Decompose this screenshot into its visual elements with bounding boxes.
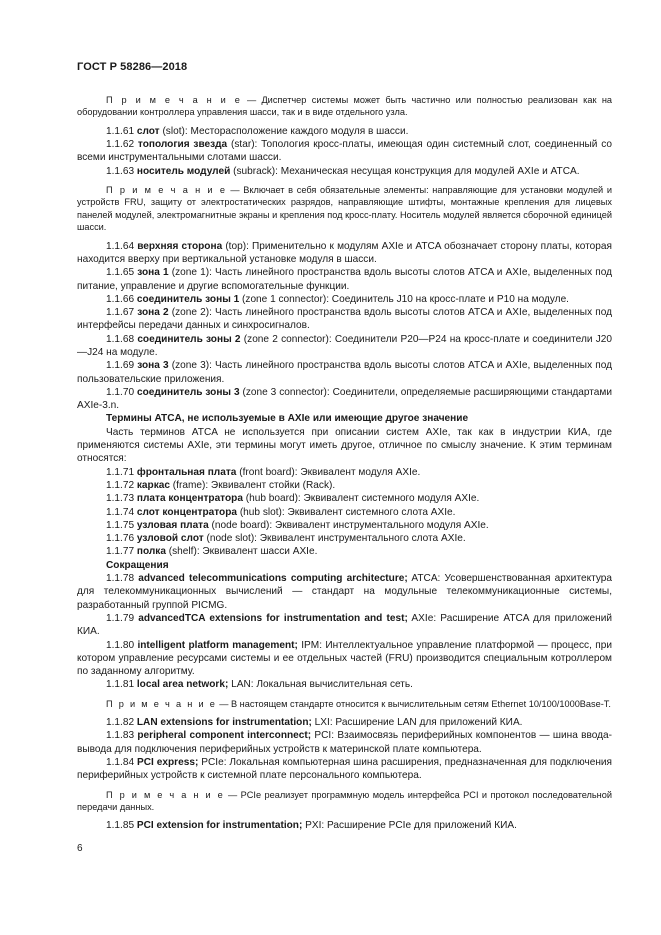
note-label: П р и м е ч а н и е — [106, 95, 242, 105]
term-name: advancedTCA extensions for instrumentation and test; — [138, 612, 408, 624]
section-heading-atca: Термины ATCA, не используемые в AXIe или имеющие другое значение — [106, 413, 469, 425]
term-name: intelligent platform management; — [137, 639, 298, 651]
term-number: 1.1.78 — [106, 573, 139, 585]
term-number: 1.1.63 — [106, 165, 137, 177]
term-name: соединитель зоны 3 — [137, 386, 240, 398]
term-name: верхняя сторона — [137, 240, 223, 252]
term-name: соединитель зоны 2 — [137, 333, 241, 345]
term-number: 1.1.61 — [106, 125, 137, 137]
term-definition: (front board): Эквивалент модуля AXIe. — [236, 466, 421, 478]
note-text: — PCIe реализует программную модель интерфейса PCI и протокол последовательной передачи данных. — [77, 789, 612, 813]
term-name: слот — [136, 125, 160, 137]
term-name: полка — [136, 546, 166, 558]
term-definition: (slot): Месторасположение каждого модуля в шасси. — [159, 125, 409, 137]
term-definition: LXI: Расширение LAN для приложений КИА. — [311, 717, 523, 729]
term-1-1-83 — [77, 729, 612, 756]
term-1-1-77 — [77, 545, 612, 558]
term-1-1-74 — [77, 506, 612, 519]
term-name: зона 3 — [137, 360, 169, 372]
term-definition: (hub slot): Эквивалент системного слота AXIe. — [237, 506, 456, 518]
term-1-1-64 — [77, 240, 612, 267]
term-definition: (star): Топология кросс-платы, имеющая один системный слот, соединенный со всеми инструментальными слотами шасси. — [77, 139, 612, 164]
note-text: — Диспетчер системы может быть частично или полностью реализован как на оборудовании контроллера управления шасси, так и в виде отдельного узла. — [77, 95, 613, 118]
term-number: 1.1.75 — [106, 519, 137, 531]
term-definition: (subrack): Механическая несущая конструкция для модулей AXIe и ATCA. — [230, 165, 580, 177]
term-number: 1.1.81 — [106, 679, 137, 691]
term-number: 1.1.62 — [106, 139, 138, 151]
term-definition: (zone 3): Часть линейного пространства вдоль высоты слотов ATCA и AXIe, выделенных под пользовательские приложения. — [77, 360, 612, 385]
note-paragraph — [77, 94, 612, 119]
note-label: П р и м е ч а н и е — [106, 789, 225, 800]
term-name: зона 2 — [137, 307, 169, 319]
term-number: 1.1.82 — [106, 717, 137, 729]
term-definition: PCIe: Локальная компьютерная шина расширения, предназначенная для подключения периферийных устройств к системной плате персонального компьютера. — [77, 757, 613, 782]
term-definition: (zone 3 connector): Соединители, определяемые расширяющими стандартами AXIe-3.n. — [77, 386, 612, 412]
term-number: 1.1.69 — [106, 360, 138, 372]
term-name: каркас — [136, 479, 170, 491]
term-definition: PCI: Взаимосвязь периферийных компонентов — шина ввода-вывода для подключения периферийных устройств к материнской плате компьютера. — [77, 730, 612, 755]
term-name: слот концентратора — [136, 506, 238, 518]
term-1-1-81 — [77, 678, 612, 691]
term-1-1-70 — [77, 386, 612, 413]
term-name: PCI extension for instrumentation; — [136, 820, 303, 832]
term-number: 1.1.74 — [106, 506, 137, 518]
term-name: LAN extensions for instrumentation; — [136, 717, 312, 729]
term-1-1-66 — [77, 293, 612, 306]
term-name: PCI express; — [137, 757, 199, 769]
term-definition: (hub board): Эквивалент системного модуля AXIe. — [242, 493, 480, 505]
note-label: П р и м е ч а н и е — [106, 185, 227, 195]
note-text: — В настоящем стандарте относится к вычислительным сетям Ethernet 10/100/1000Base-T. — [216, 698, 611, 709]
term-name: зона 1 — [137, 267, 169, 279]
term-number: 1.1.70 — [106, 386, 137, 398]
term-definition: (zone 1): Часть линейного пространства вдоль высоты слотов ATCA и AXIe, выделенных под питание, управление и другие вспомогательные функции. — [77, 267, 612, 292]
term-number: 1.1.65 — [106, 267, 138, 279]
term-definition: (top): Применительно к модулям AXIe и ATCA обозначает сторону платы, которая находится вверху при вертикальной установке модуля в шасси. — [77, 240, 612, 265]
term-name: узловой слот — [136, 533, 204, 545]
term-1-1-76 — [77, 532, 612, 545]
term-number: 1.1.71 — [106, 466, 137, 478]
term-definition: (frame): Эквивалент стойки (Rack). — [170, 479, 336, 491]
term-definition: AXIe: Расширение ATCA для приложений КИА. — [77, 612, 612, 638]
note-paragraph — [77, 698, 612, 710]
term-definition: LAN: Локальная вычислительная сеть. — [228, 679, 413, 691]
term-name: advanced telecommunications computing architecture; — [138, 573, 408, 585]
term-definition: (zone 1 connector): Соединитель J10 на кросс-плате и Р10 на модуле. — [239, 293, 569, 305]
term-number: 1.1.84 — [106, 757, 138, 769]
term-1-1-73 — [77, 492, 612, 505]
term-1-1-71 — [77, 466, 612, 479]
term-definition: (node board): Эквивалент инструментального модуля AXIe. — [208, 519, 489, 531]
term-1-1-72 — [77, 479, 612, 492]
term-definition: (shelf): Эквивалент шасси AXIe. — [165, 546, 318, 558]
term-number: 1.1.72 — [106, 479, 137, 491]
note-paragraph — [77, 789, 612, 814]
term-name: фронтальная плата — [136, 466, 237, 478]
standard-header: ГОСТ Р 58286—2018 — [77, 61, 188, 73]
term-number: 1.1.68 — [106, 333, 138, 345]
term-number: 1.1.73 — [106, 493, 137, 505]
term-name: peripheral component interconnect; — [137, 730, 312, 742]
term-1-1-63 — [77, 165, 612, 178]
term-number: 1.1.79 — [106, 612, 139, 624]
note-paragraph — [77, 184, 612, 234]
document-body — [77, 88, 612, 833]
term-1-1-78 — [77, 572, 612, 612]
term-number: 1.1.66 — [106, 293, 137, 305]
term-number: 1.1.83 — [106, 730, 138, 742]
term-number: 1.1.85 — [106, 820, 137, 832]
term-definition: IPM: Интеллектуальное управление платформой — процесс, при котором управление ресурсами системы и ее отдельных частей (FRU) производится специальным котроллером по заданному алгоритму. — [77, 639, 612, 678]
term-1-1-61 — [77, 125, 612, 138]
term-1-1-80 — [77, 639, 612, 679]
term-name: узловая плата — [136, 519, 209, 531]
term-1-1-62 — [77, 138, 612, 165]
term-number: 1.1.77 — [106, 546, 137, 558]
note-text: — Включает в себя обязательные элементы: направляющие для установки модулей и устройств FRU, защиту от электростатических разрядов, направляющие штифты, монтажные крепления для лицевых панелей модулей, электромагнитные экраны и крепления под кросс-плату. Носитель модулей является сборочной единицей шасси. — [77, 185, 612, 233]
term-1-1-85 — [77, 819, 612, 832]
term-definition: PXI: Расширение PCIe для приложений КИА. — [302, 820, 517, 832]
note-label: П р и м е ч а н и е — [106, 698, 217, 709]
term-number: 1.1.67 — [106, 307, 138, 319]
term-definition: (node slot): Эквивалент инструментального слота AXIe. — [203, 533, 466, 545]
term-number: 1.1.80 — [106, 639, 138, 651]
term-1-1-75 — [77, 519, 612, 532]
term-name: плата концентратора — [136, 493, 243, 505]
term-number: 1.1.76 — [106, 533, 137, 545]
term-1-1-82 — [77, 716, 612, 729]
term-1-1-67 — [77, 306, 612, 333]
term-1-1-65 — [77, 266, 612, 293]
term-1-1-69 — [77, 359, 612, 386]
section-heading-abbreviations: Сокращения — [106, 559, 169, 571]
term-1-1-84 — [77, 756, 612, 783]
term-definition: (zone 2): Часть линейного пространства вдоль высоты слотов ATCA и AXIe, выделенных под интерфейсы передачи данных и синхросигналов. — [77, 307, 612, 332]
term-1-1-68 — [77, 333, 612, 360]
term-definition: ATCA: Усовершенствованная архитектура для телекоммуникационных вычислений — стандарт на модульные телекоммуникационные системы, разработанный группой PICMG. — [77, 573, 612, 611]
page-number: 6 — [77, 843, 83, 854]
term-name: соединитель зоны 1 — [136, 293, 240, 305]
term-1-1-79 — [77, 612, 612, 639]
term-name: носитель модулей — [136, 165, 231, 177]
section-intro: Часть терминов ATCA не используется при описании систем AXIe, так как в индустрии КИА, где применяются системы AXIe, эти термины могут иметь другое, отличное по смыслу значение. К этим терминам относятся: — [77, 426, 612, 465]
term-definition: (zone 2 connector): Соединители Р20—Р24 на кросс-плате и соединители J20—J24 на модуле. — [77, 333, 612, 358]
term-name: топология звезда — [137, 139, 228, 151]
term-number: 1.1.64 — [106, 240, 138, 252]
term-name: local area network; — [136, 679, 229, 691]
